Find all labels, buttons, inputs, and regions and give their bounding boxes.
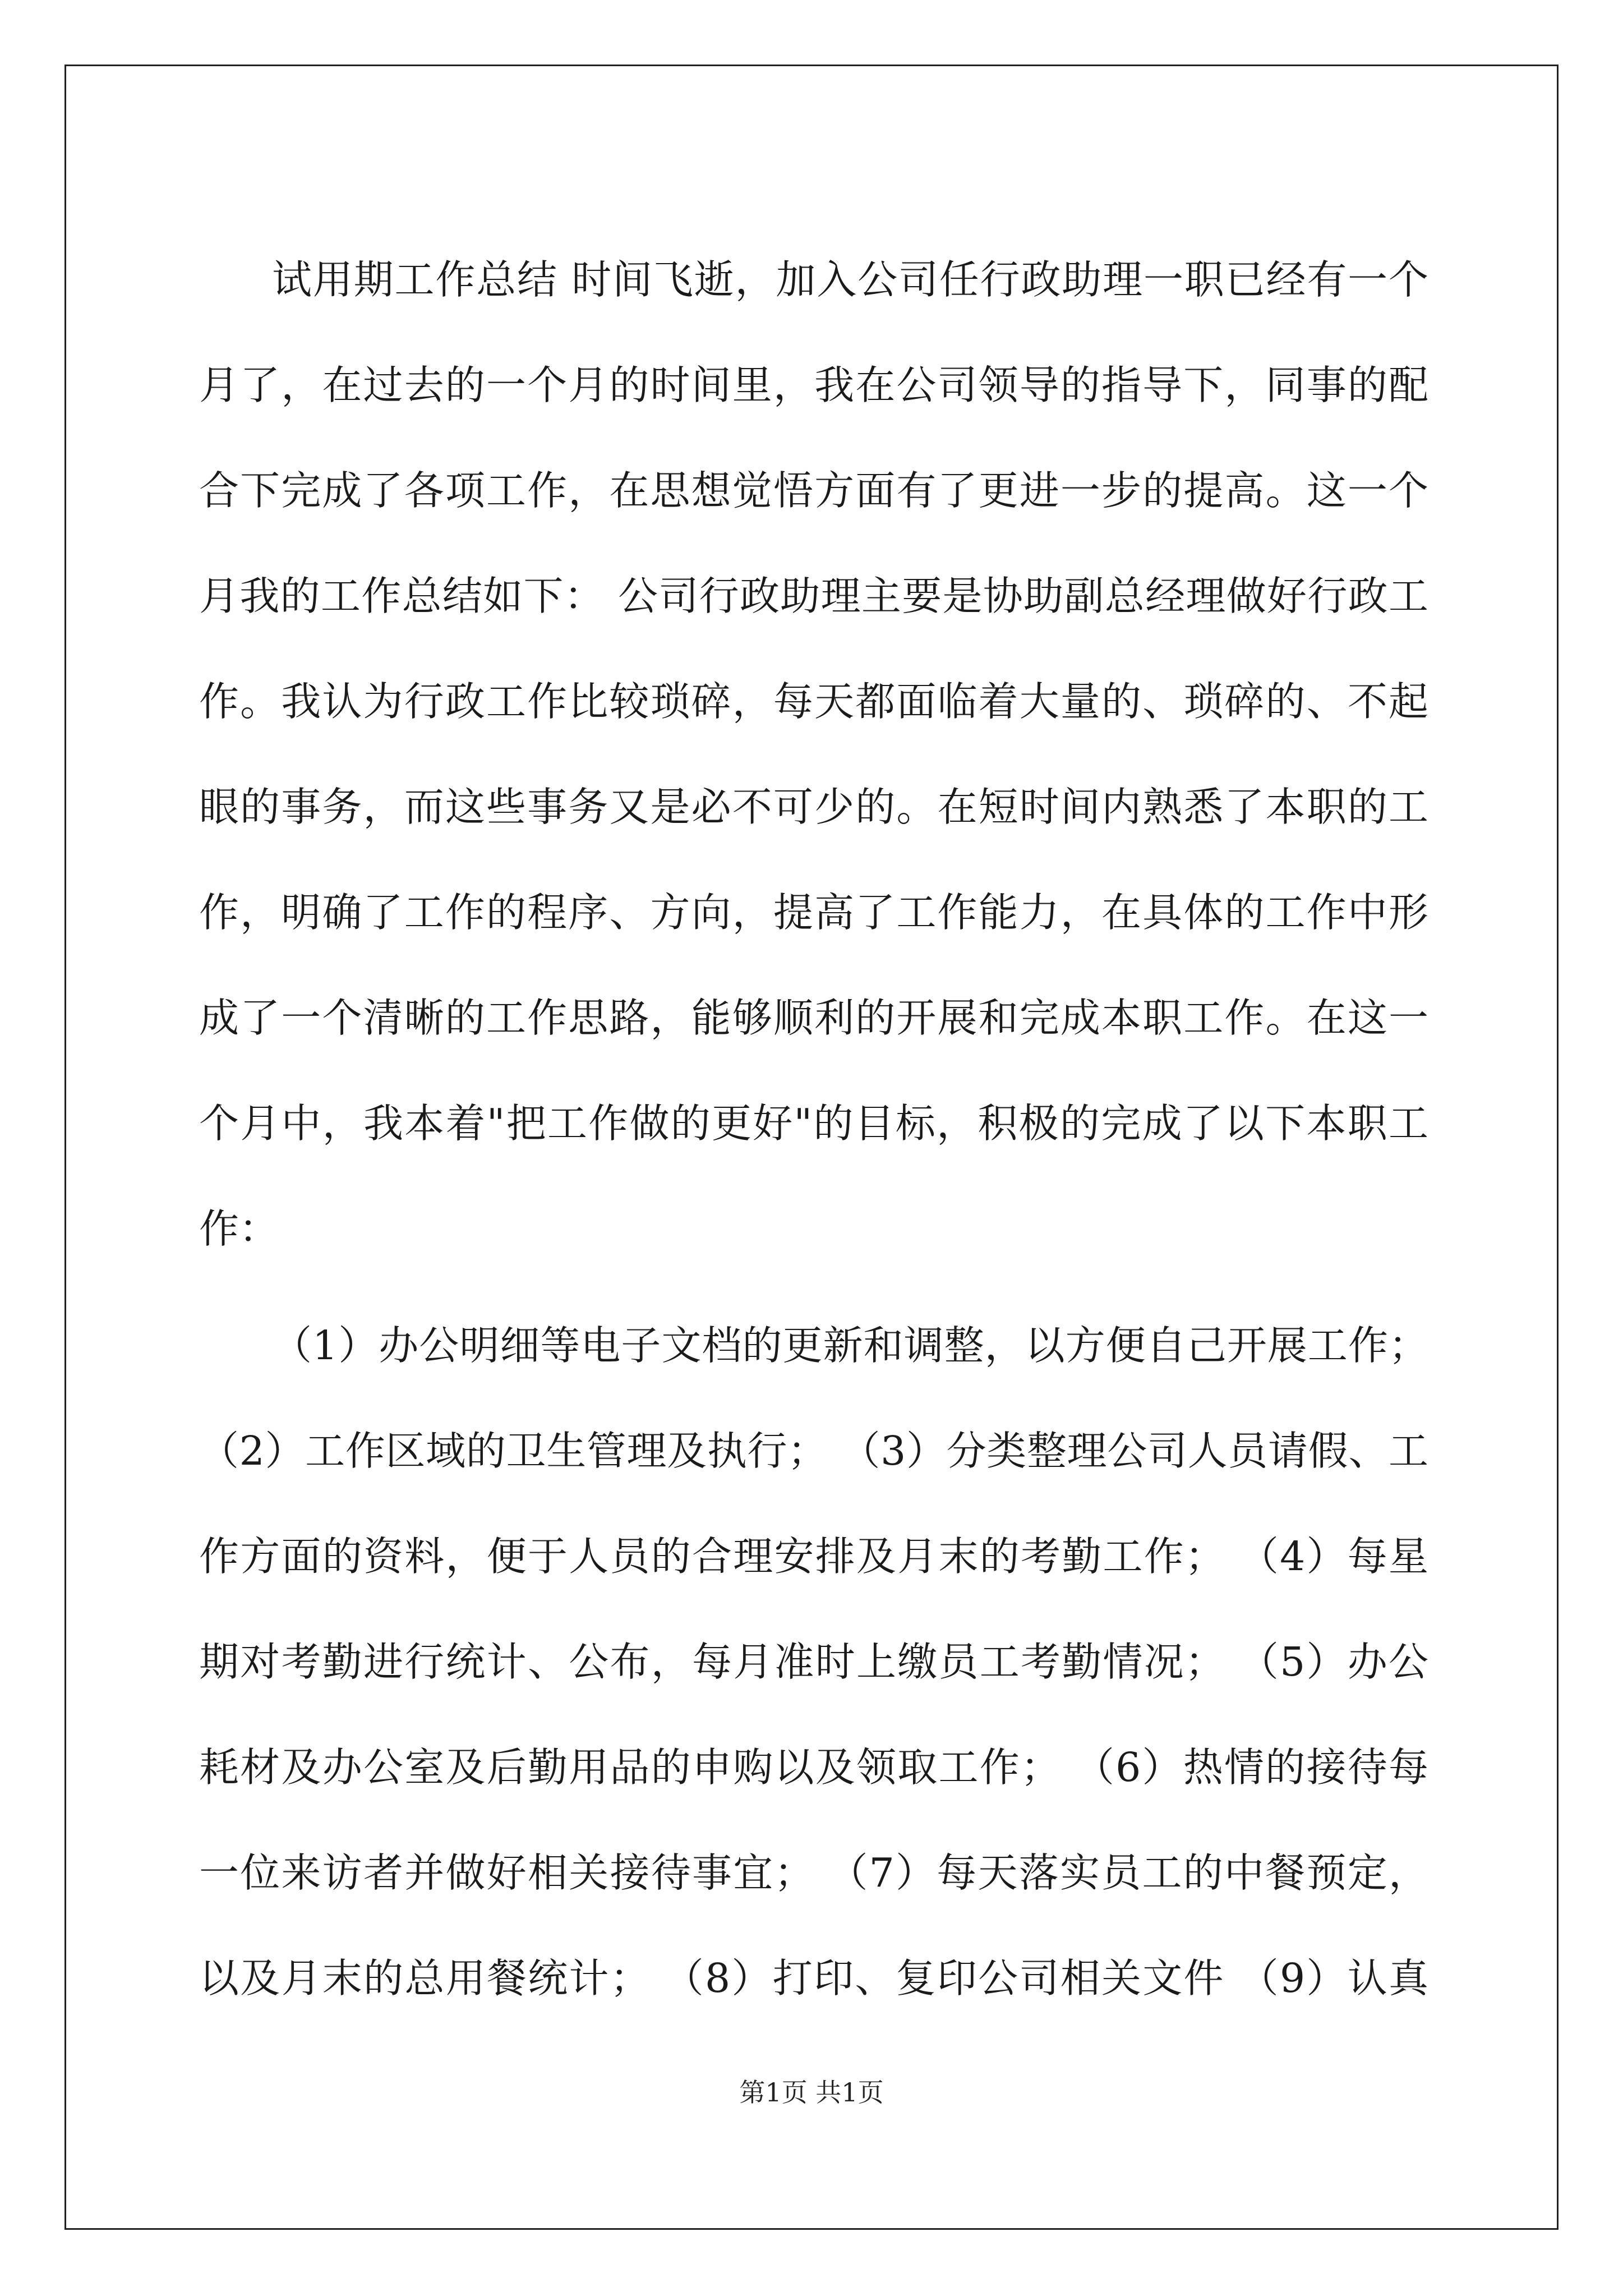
text-line: （1）办公明细等电子文档的更新和调整，以方便自己开展工作； bbox=[272, 1322, 1428, 1369]
text-line: 试用期工作总结 时间飞逝，加入公司任行政助理一职已经有一个 bbox=[272, 256, 1428, 303]
paragraph-2 bbox=[199, 1293, 1428, 2031]
page-number: 第1页 共1页 bbox=[739, 2077, 884, 2108]
text-line: 合下完成了各项工作，在思想觉悟方面有了更进一步的提高。这一个 bbox=[199, 467, 1428, 514]
page-footer bbox=[0, 2076, 1623, 2109]
text-line: 以及月末的总用餐统计； （8）打印、复印公司相关文件 （9）认真 bbox=[199, 1955, 1428, 2001]
paragraph-gap bbox=[199, 1282, 1428, 1293]
text-line: 作，明确了工作的程序、方向，提高了工作能力，在具体的工作中形 bbox=[199, 889, 1428, 936]
text-line: 作方面的资料，便于人员的合理安排及月末的考勤工作； （4）每星 bbox=[199, 1533, 1428, 1580]
text-line: 作： bbox=[199, 1205, 279, 1252]
text-line: 月我的工作总结如下： 公司行政助理主要是协助副总经理做好行政工 bbox=[199, 573, 1428, 619]
text-line: 作。我认为行政工作比较琐碎，每天都面临着大量的、琐碎的、不起 bbox=[199, 678, 1428, 725]
paragraph-1 bbox=[199, 227, 1428, 1282]
text-line: 期对考勤进行统计、公布，每月准时上缴员工考勤情况； （5）办公 bbox=[199, 1639, 1428, 1685]
text-line: 个月中，我本着"把工作做的更好"的目标，积极的完成了以下本职工 bbox=[199, 1100, 1428, 1147]
text-line: 成了一个清晰的工作思路，能够顺利的开展和完成本职工作。在这一 bbox=[199, 995, 1428, 1041]
text-line: 耗材及办公室及后勤用品的申购以及领取工作； （6）热情的接待每 bbox=[199, 1744, 1428, 1791]
text-line: （2）工作区域的卫生管理及执行； （3）分类整理公司人员请假、工 bbox=[199, 1428, 1428, 1474]
document-body bbox=[199, 227, 1428, 2031]
text-line: 一位来访者并做好相关接待事宜； （7）每天落实员工的中餐预定， bbox=[199, 1849, 1428, 1896]
text-line: 眼的事务，而这些事务又是必不可少的。在短时间内熟悉了本职的工 bbox=[199, 784, 1428, 830]
text-line: 月了，在过去的一个月的时间里，我在公司领导的指导下，同事的配 bbox=[199, 362, 1428, 408]
